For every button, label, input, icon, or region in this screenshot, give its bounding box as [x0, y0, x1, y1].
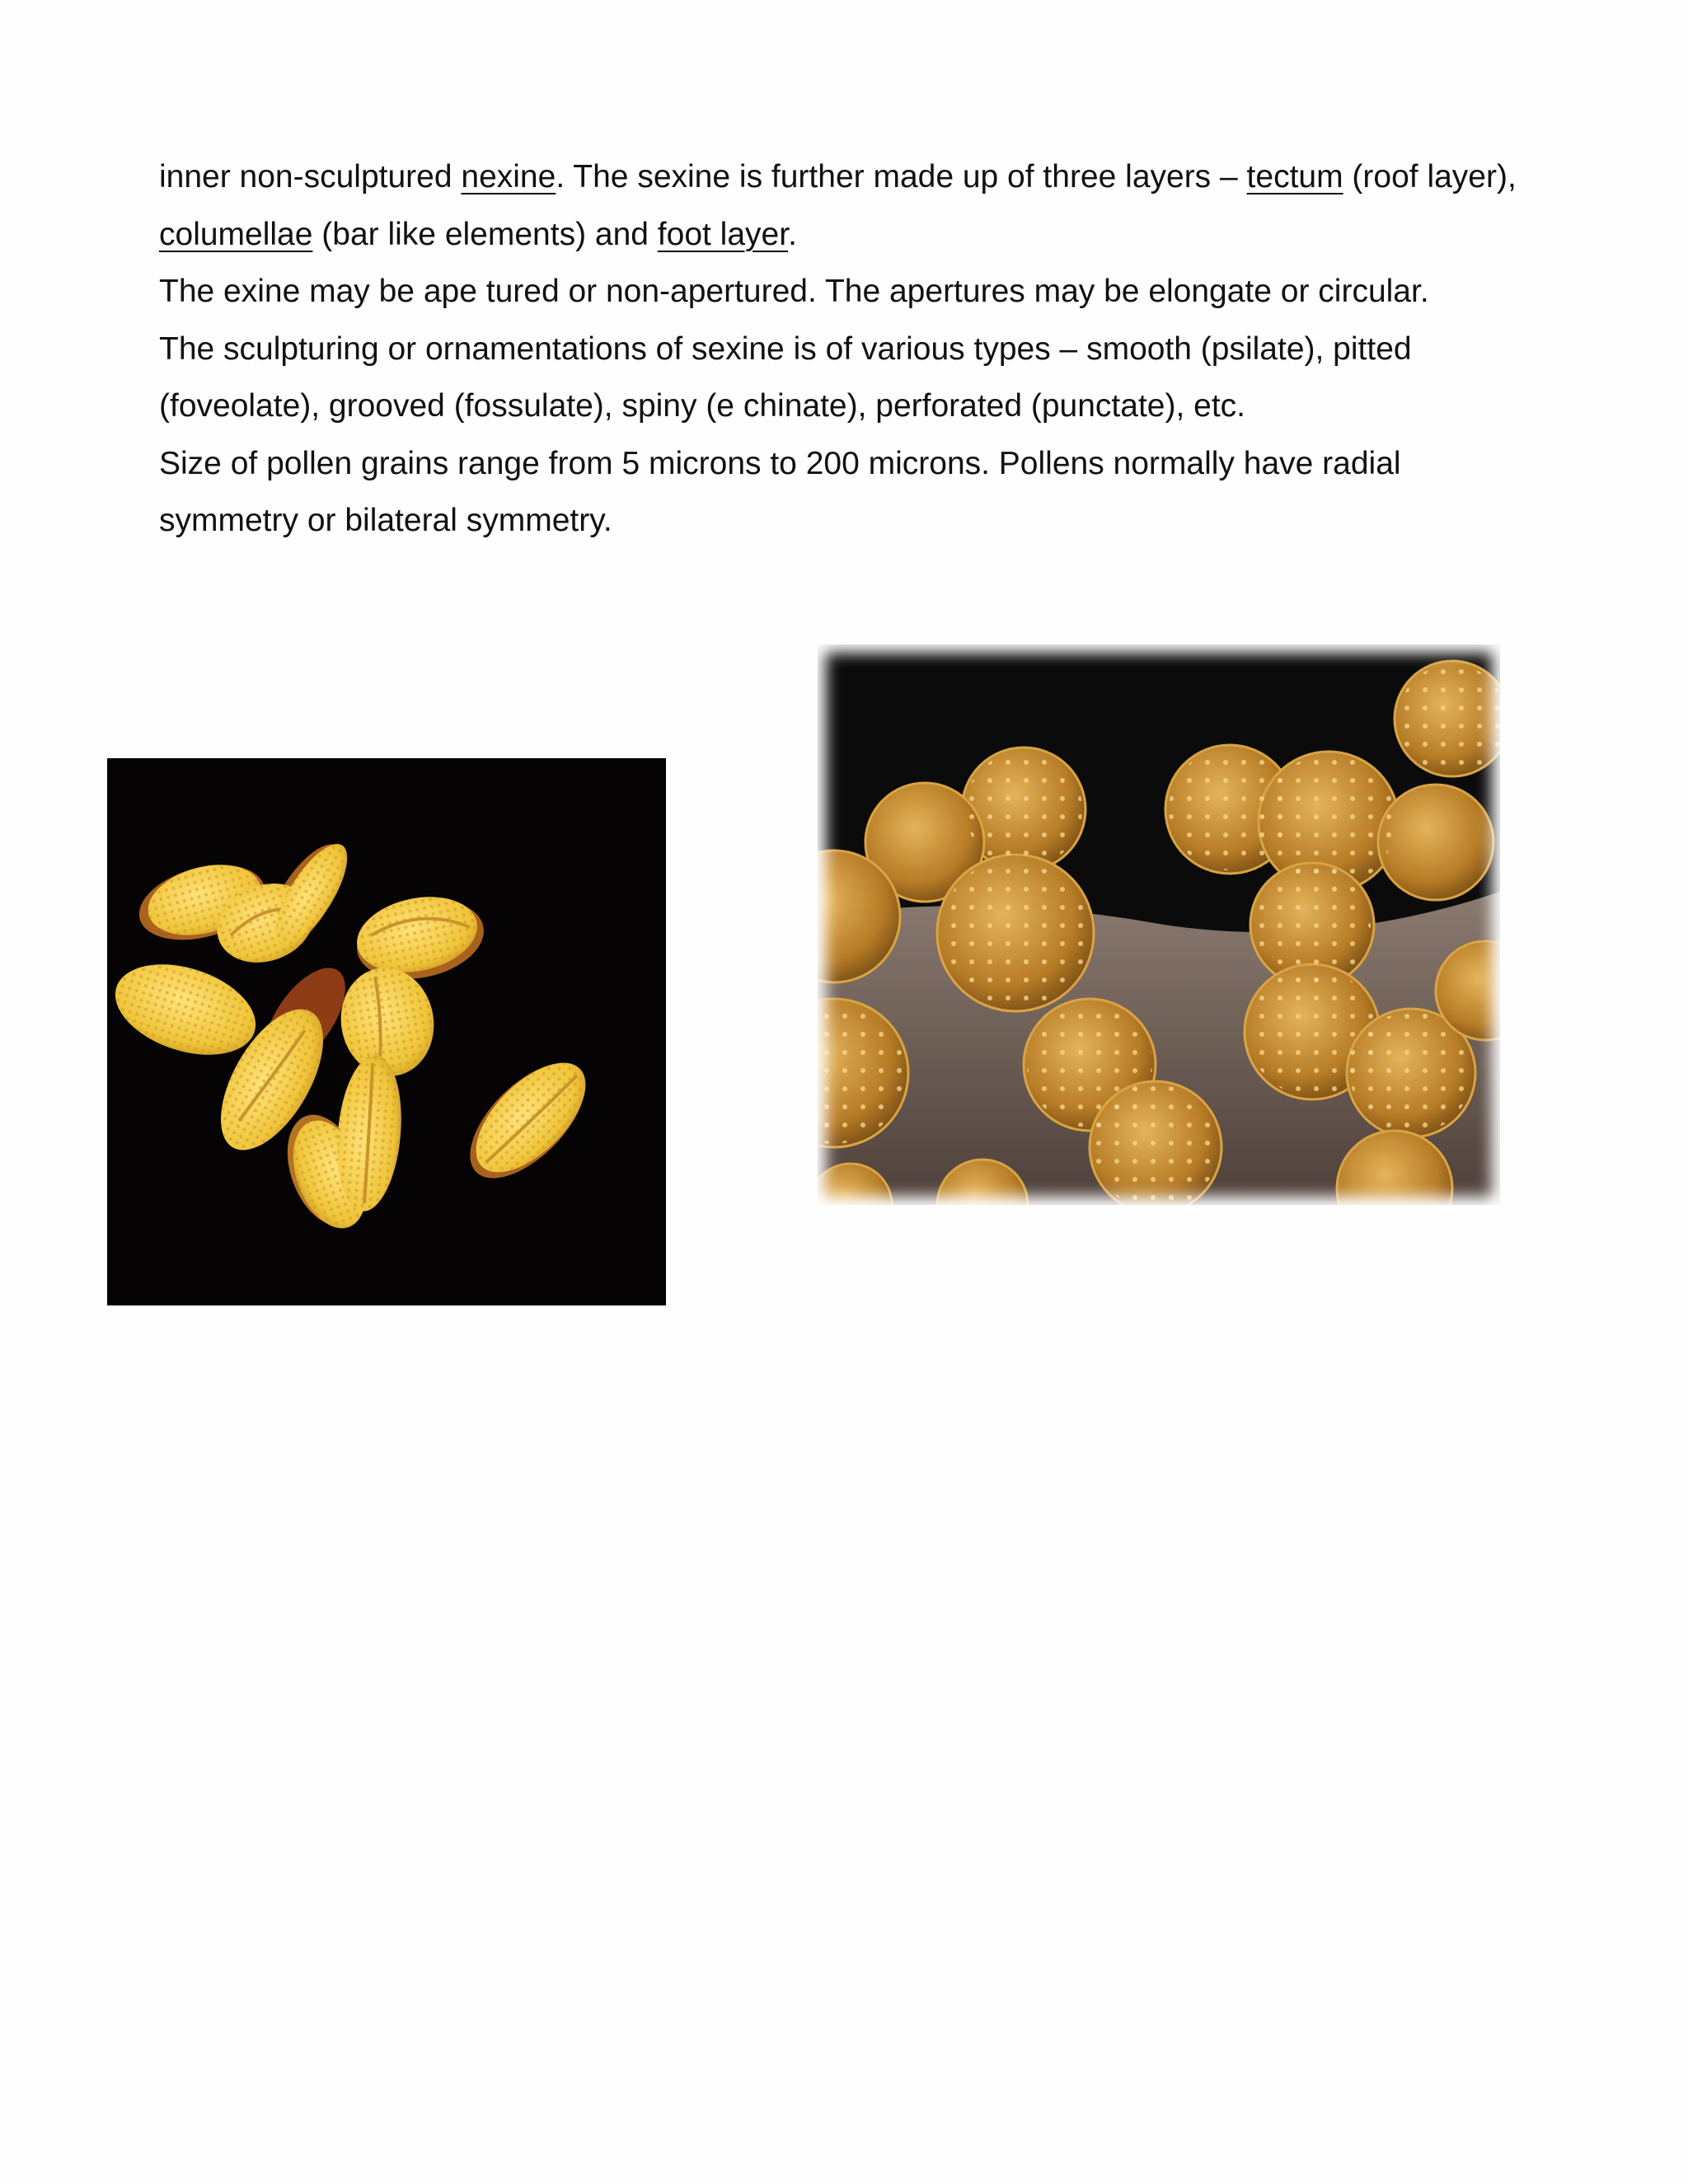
- term-nexine: nexine: [461, 159, 556, 194]
- pollen-grains-left: [107, 832, 604, 1238]
- figure-spiny-pollen: [818, 644, 1500, 1205]
- figure-elongated-pollen: [107, 758, 666, 1305]
- text-line-1: inner non-sculptured nexine. The sexine is further made up of three layers – tectum (roof layer),: [159, 159, 1517, 194]
- text-line-7: symmetry or bilateral symmetry.: [159, 503, 612, 538]
- pollen-illustration-right: [818, 644, 1500, 1205]
- text-line-2: columellae (bar like elements) and foot layer.: [159, 216, 797, 252]
- text-line-5: (foveolate), grooved (fossulate), spiny (e chinate), perforated (punctate), etc.: [159, 388, 1246, 424]
- term-columellae: columellae: [159, 216, 313, 252]
- term-foot-layer: foot layer: [657, 216, 789, 252]
- body-text: [159, 148, 1577, 550]
- text-line-6: Size of pollen grains range from 5 microns to 200 microns. Pollens normally have radial: [159, 445, 1401, 481]
- pollen-illustration-left: [107, 758, 666, 1305]
- text-line-3: The exine may be ape tured or non-apertured. The apertures may be elongate or circular.: [159, 274, 1429, 309]
- text-line-4: The sculpturing or ornamentations of sexine is of various types – smooth (psilate), pitted: [159, 330, 1412, 367]
- term-tectum: tectum: [1246, 159, 1343, 194]
